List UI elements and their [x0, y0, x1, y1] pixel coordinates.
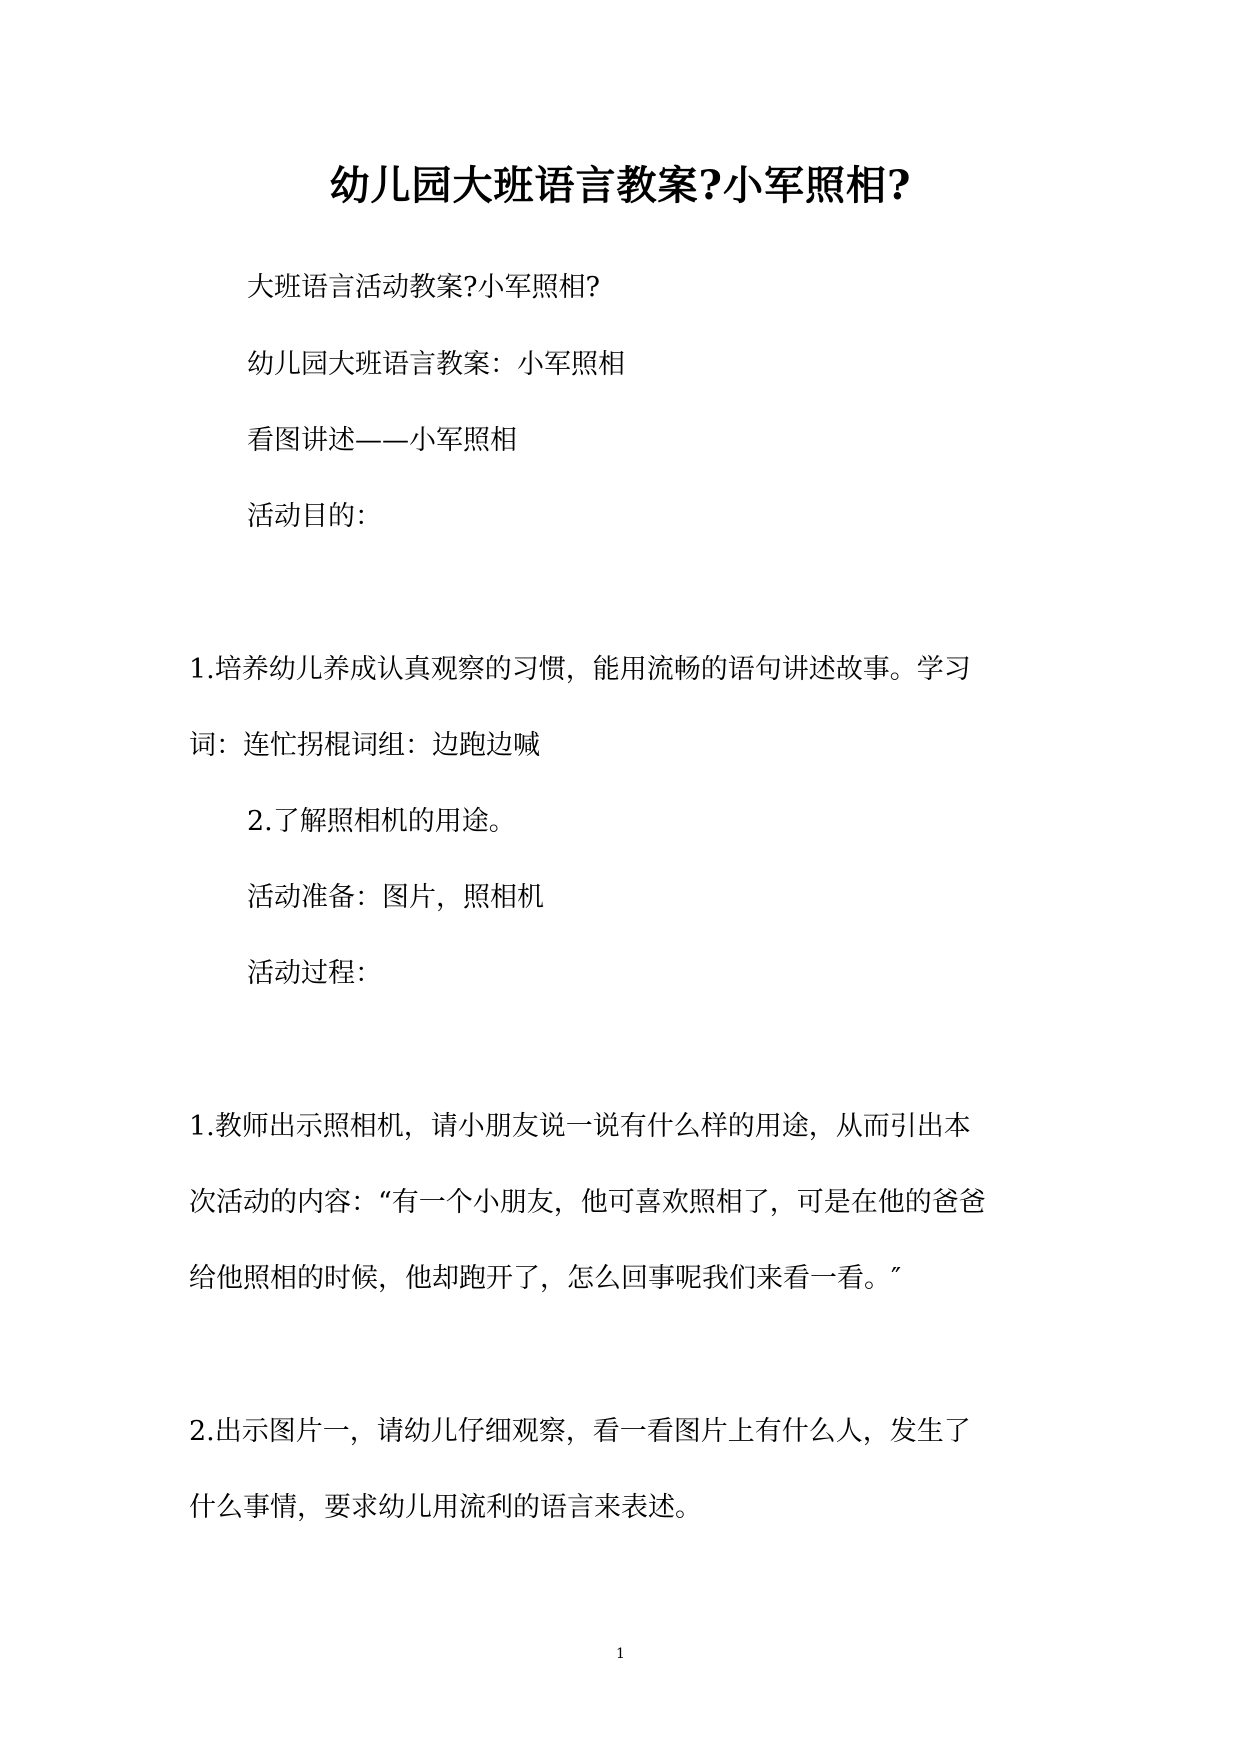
paragraph-line: 2.出示图片一，请幼儿仔细观察，看一看图片上有什么人，发生了	[189, 1416, 971, 1447]
section-heading: 活动过程：	[247, 958, 382, 989]
paragraph-line: 什么事情，要求幼儿用流利的语言来表述。	[189, 1492, 702, 1523]
subtitle-line: 大班语言活动教案?小军照相?	[247, 272, 600, 303]
paragraph-line: 1.培养幼儿养成认真观察的习惯，能用流畅的语句讲述故事。学习	[189, 654, 971, 685]
paragraph-line: 2.了解照相机的用途。	[247, 806, 516, 837]
paragraph-line: 词：连忙拐棍词组：边跑边喊	[189, 730, 540, 761]
page-number: 1	[616, 1646, 625, 1662]
paragraph-line: 1.教师出示照相机，请小朋友说一说有什么样的用途，从而引出本	[189, 1111, 971, 1142]
subtitle-line: 幼儿园大班语言教案：小军照相	[247, 349, 625, 380]
paragraph-line: 给他照相的时候，他却跑开了，怎么回事呢我们来看一看。″	[189, 1263, 902, 1294]
paragraph-line: 次活动的内容：“有一个小朋友，他可喜欢照相了，可是在他的爸爸	[189, 1187, 986, 1218]
document-title: 幼儿园大班语言教案?小军照相?	[329, 162, 912, 209]
subtitle-line: 看图讲述——小军照相	[247, 425, 517, 456]
section-heading: 活动目的：	[247, 501, 382, 532]
paragraph-line: 活动准备：图片，照相机	[247, 882, 544, 913]
